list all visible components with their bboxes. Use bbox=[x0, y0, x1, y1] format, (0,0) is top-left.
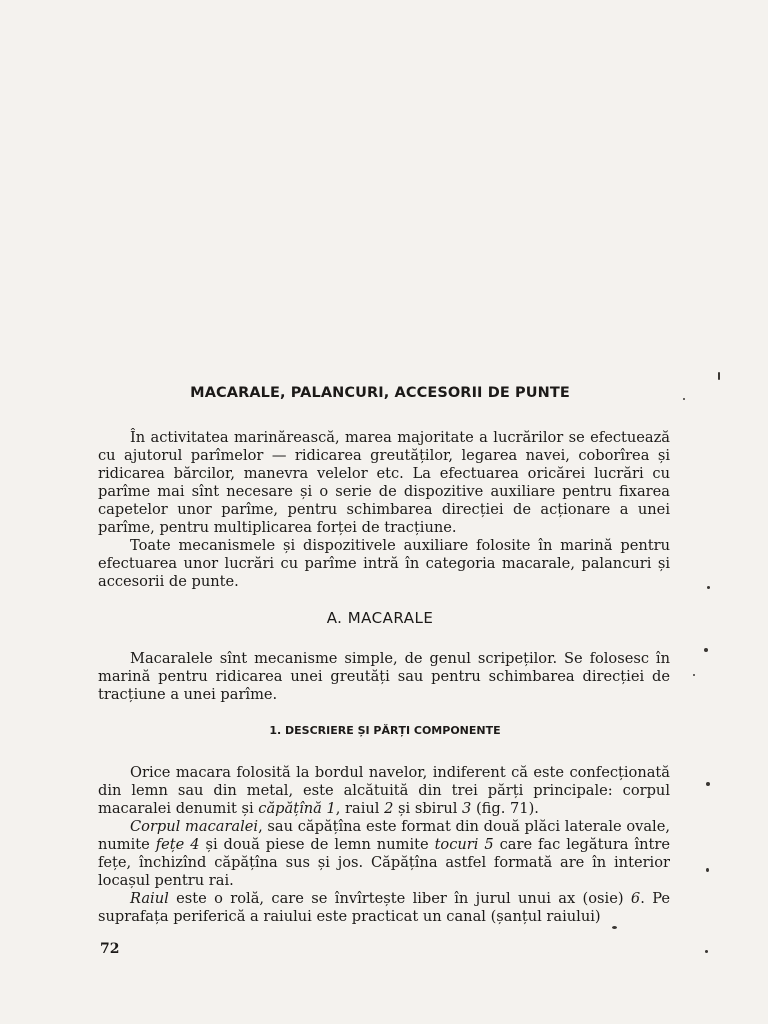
scan-speck bbox=[718, 372, 720, 380]
section-a-paragraph: Macaralele sînt mecanisme simple, de genul scripeților. Se folosesc în marină pentru ridicarea unei greutăți sau pentru schimbarea direcției de tracțiune a unei parîme. bbox=[98, 650, 670, 703]
scan-speck bbox=[693, 674, 695, 676]
scan-speck bbox=[707, 586, 710, 589]
chapter-heading: MACARALE, PALANCURI, ACCESORII DE PUNTE bbox=[190, 385, 570, 401]
text-segment: este o rolă, care se învîrtește liber în jurul unui ax (osie) bbox=[168, 890, 631, 907]
intro-paragraph-2: Toate mecanismele și dispozitivele auxiliare folosite în marină pentru efectuarea unor lucrări cu parîme intră în categoria macarale, palancuri și accesorii de punte. bbox=[98, 537, 670, 590]
text-segment: și sbirul bbox=[393, 800, 463, 817]
scan-speck bbox=[683, 398, 685, 400]
italic-term: 2 bbox=[384, 800, 394, 817]
intro-text bbox=[98, 429, 670, 591]
body-paragraph-2 bbox=[98, 818, 670, 890]
scan-speck bbox=[612, 926, 617, 929]
italic-term: 6 bbox=[630, 890, 641, 907]
scan-speck bbox=[705, 950, 708, 953]
subsection-title: 1. DESCRIERE ȘI PĂRȚI COMPONENTE bbox=[269, 724, 501, 737]
section-a-title: A. MACARALE bbox=[326, 609, 434, 627]
text-segment: (fig. 71). bbox=[471, 800, 539, 817]
body-paragraph-3 bbox=[98, 890, 670, 926]
italic-term: tocuri 5 bbox=[434, 836, 494, 853]
text-segment: , sau căpățîna este format din două plăci laterale ovale, numite bbox=[98, 818, 670, 853]
intro-paragraph-1: În activitatea marinărească, marea majoritate a lucrărilor se efectuează cu ajutorul parîmelor — ridicarea greutăților, legarea navei, coborîrea și ridicarea bărcilor, manevra velelor etc. La efectuarea oricărei lucrări cu parîme mai sînt necesare și o serie de dispozitive auxiliare pentru fixarea capetelor unor parîme, pentru schimbarea direcției de acționare a unei parîme, pentru multiplicarea forței de tracțiune. bbox=[98, 429, 670, 536]
text-segment: Orice macara folosită la bordul navelor, indiferent că este confecționată din lemn sau din metal, este alcătuită din trei părți principale: corpul macaralei denumit și bbox=[98, 764, 670, 817]
text-segment: , raiul bbox=[335, 800, 385, 817]
italic-term: Corpul macaralei bbox=[130, 818, 259, 835]
italic-term: Raiul bbox=[130, 890, 169, 907]
section-a-text bbox=[98, 650, 670, 704]
page-number: 72 bbox=[100, 941, 120, 957]
scan-speck bbox=[706, 782, 710, 786]
scan-speck bbox=[706, 868, 709, 872]
body-text bbox=[98, 764, 670, 926]
text-segment: care fac legătura între fețe, închizînd căpățîna sus și jos. Căpățîna astfel formată are în interior locașul pentru rai. bbox=[98, 836, 670, 889]
italic-term: fețe 4 bbox=[155, 836, 200, 853]
text-segment: și două piese de lemn numite bbox=[199, 836, 435, 853]
body-paragraph-1 bbox=[98, 764, 670, 818]
text-segment: . Pe suprafața periferică a raiului este practicat un canal (șanțul raiului) bbox=[98, 890, 670, 925]
italic-term: 3 bbox=[462, 800, 472, 817]
italic-term: căpățînă 1 bbox=[258, 800, 336, 817]
scan-speck bbox=[704, 648, 708, 652]
